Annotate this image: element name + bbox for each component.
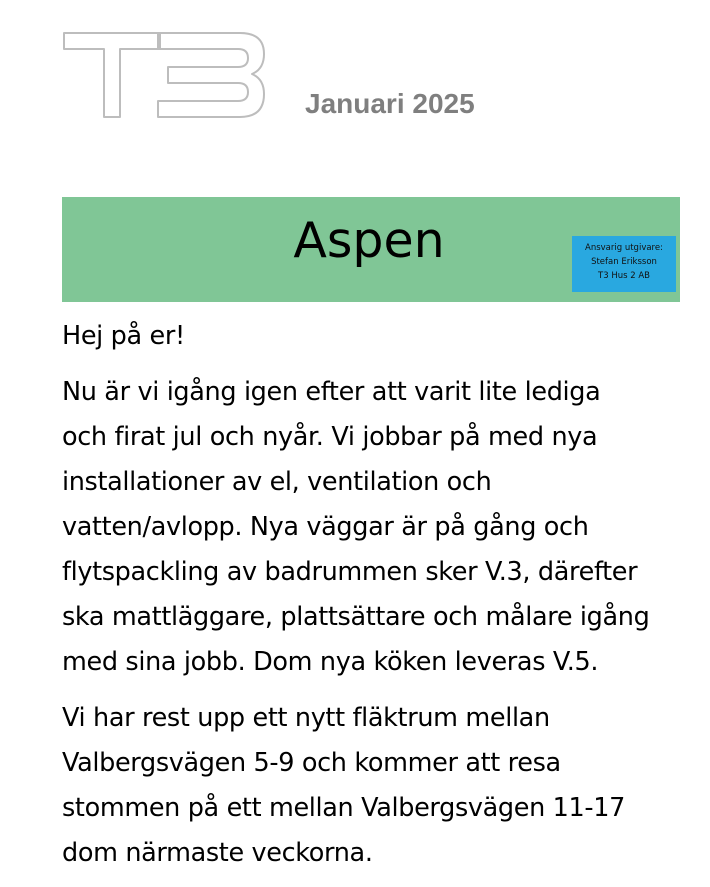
- paragraph-line: Vi har rest upp ett nytt fläktrum mellan: [62, 703, 550, 733]
- publisher-company: T3 Hus 2 AB: [598, 271, 650, 281]
- publisher-box: [572, 236, 676, 292]
- paragraph-line: vatten/avlopp. Nya väggar är på gång och: [62, 512, 589, 542]
- paragraph-line: Valbergsvägen 5-9 och kommer att resa: [62, 748, 561, 778]
- newsletter-title: Aspen: [293, 212, 445, 269]
- t3-logo: [62, 30, 266, 120]
- issue-date: Januari 2025: [305, 88, 475, 119]
- newsletter-body: [62, 314, 687, 887]
- paragraph-line: med sina jobb. Dom nya köken leveras V.5.: [62, 647, 599, 677]
- paragraph-2: [62, 696, 687, 876]
- paragraph-line: installationer av el, ventilation och: [62, 467, 492, 497]
- greeting: Hej på er!: [62, 321, 185, 351]
- paragraph-line: dom närmaste veckorna.: [62, 838, 373, 868]
- paragraph-line: och firat jul och nyår. Vi jobbar på med nya: [62, 422, 598, 452]
- paragraph-1: [62, 370, 687, 685]
- paragraph-line: flytspackling av badrummen sker V.3, därefter: [62, 557, 638, 587]
- paragraph-line: ska mattläggare, plattsättare och målare igång: [62, 602, 650, 632]
- paragraph-line: Nu är vi igång igen efter att varit lite lediga: [62, 377, 601, 407]
- publisher-name: Stefan Eriksson: [591, 257, 657, 267]
- publisher-label: Ansvarig utgivare:: [585, 243, 663, 253]
- paragraph-line: stommen på ett mellan Valbergsvägen 11-17: [62, 793, 625, 823]
